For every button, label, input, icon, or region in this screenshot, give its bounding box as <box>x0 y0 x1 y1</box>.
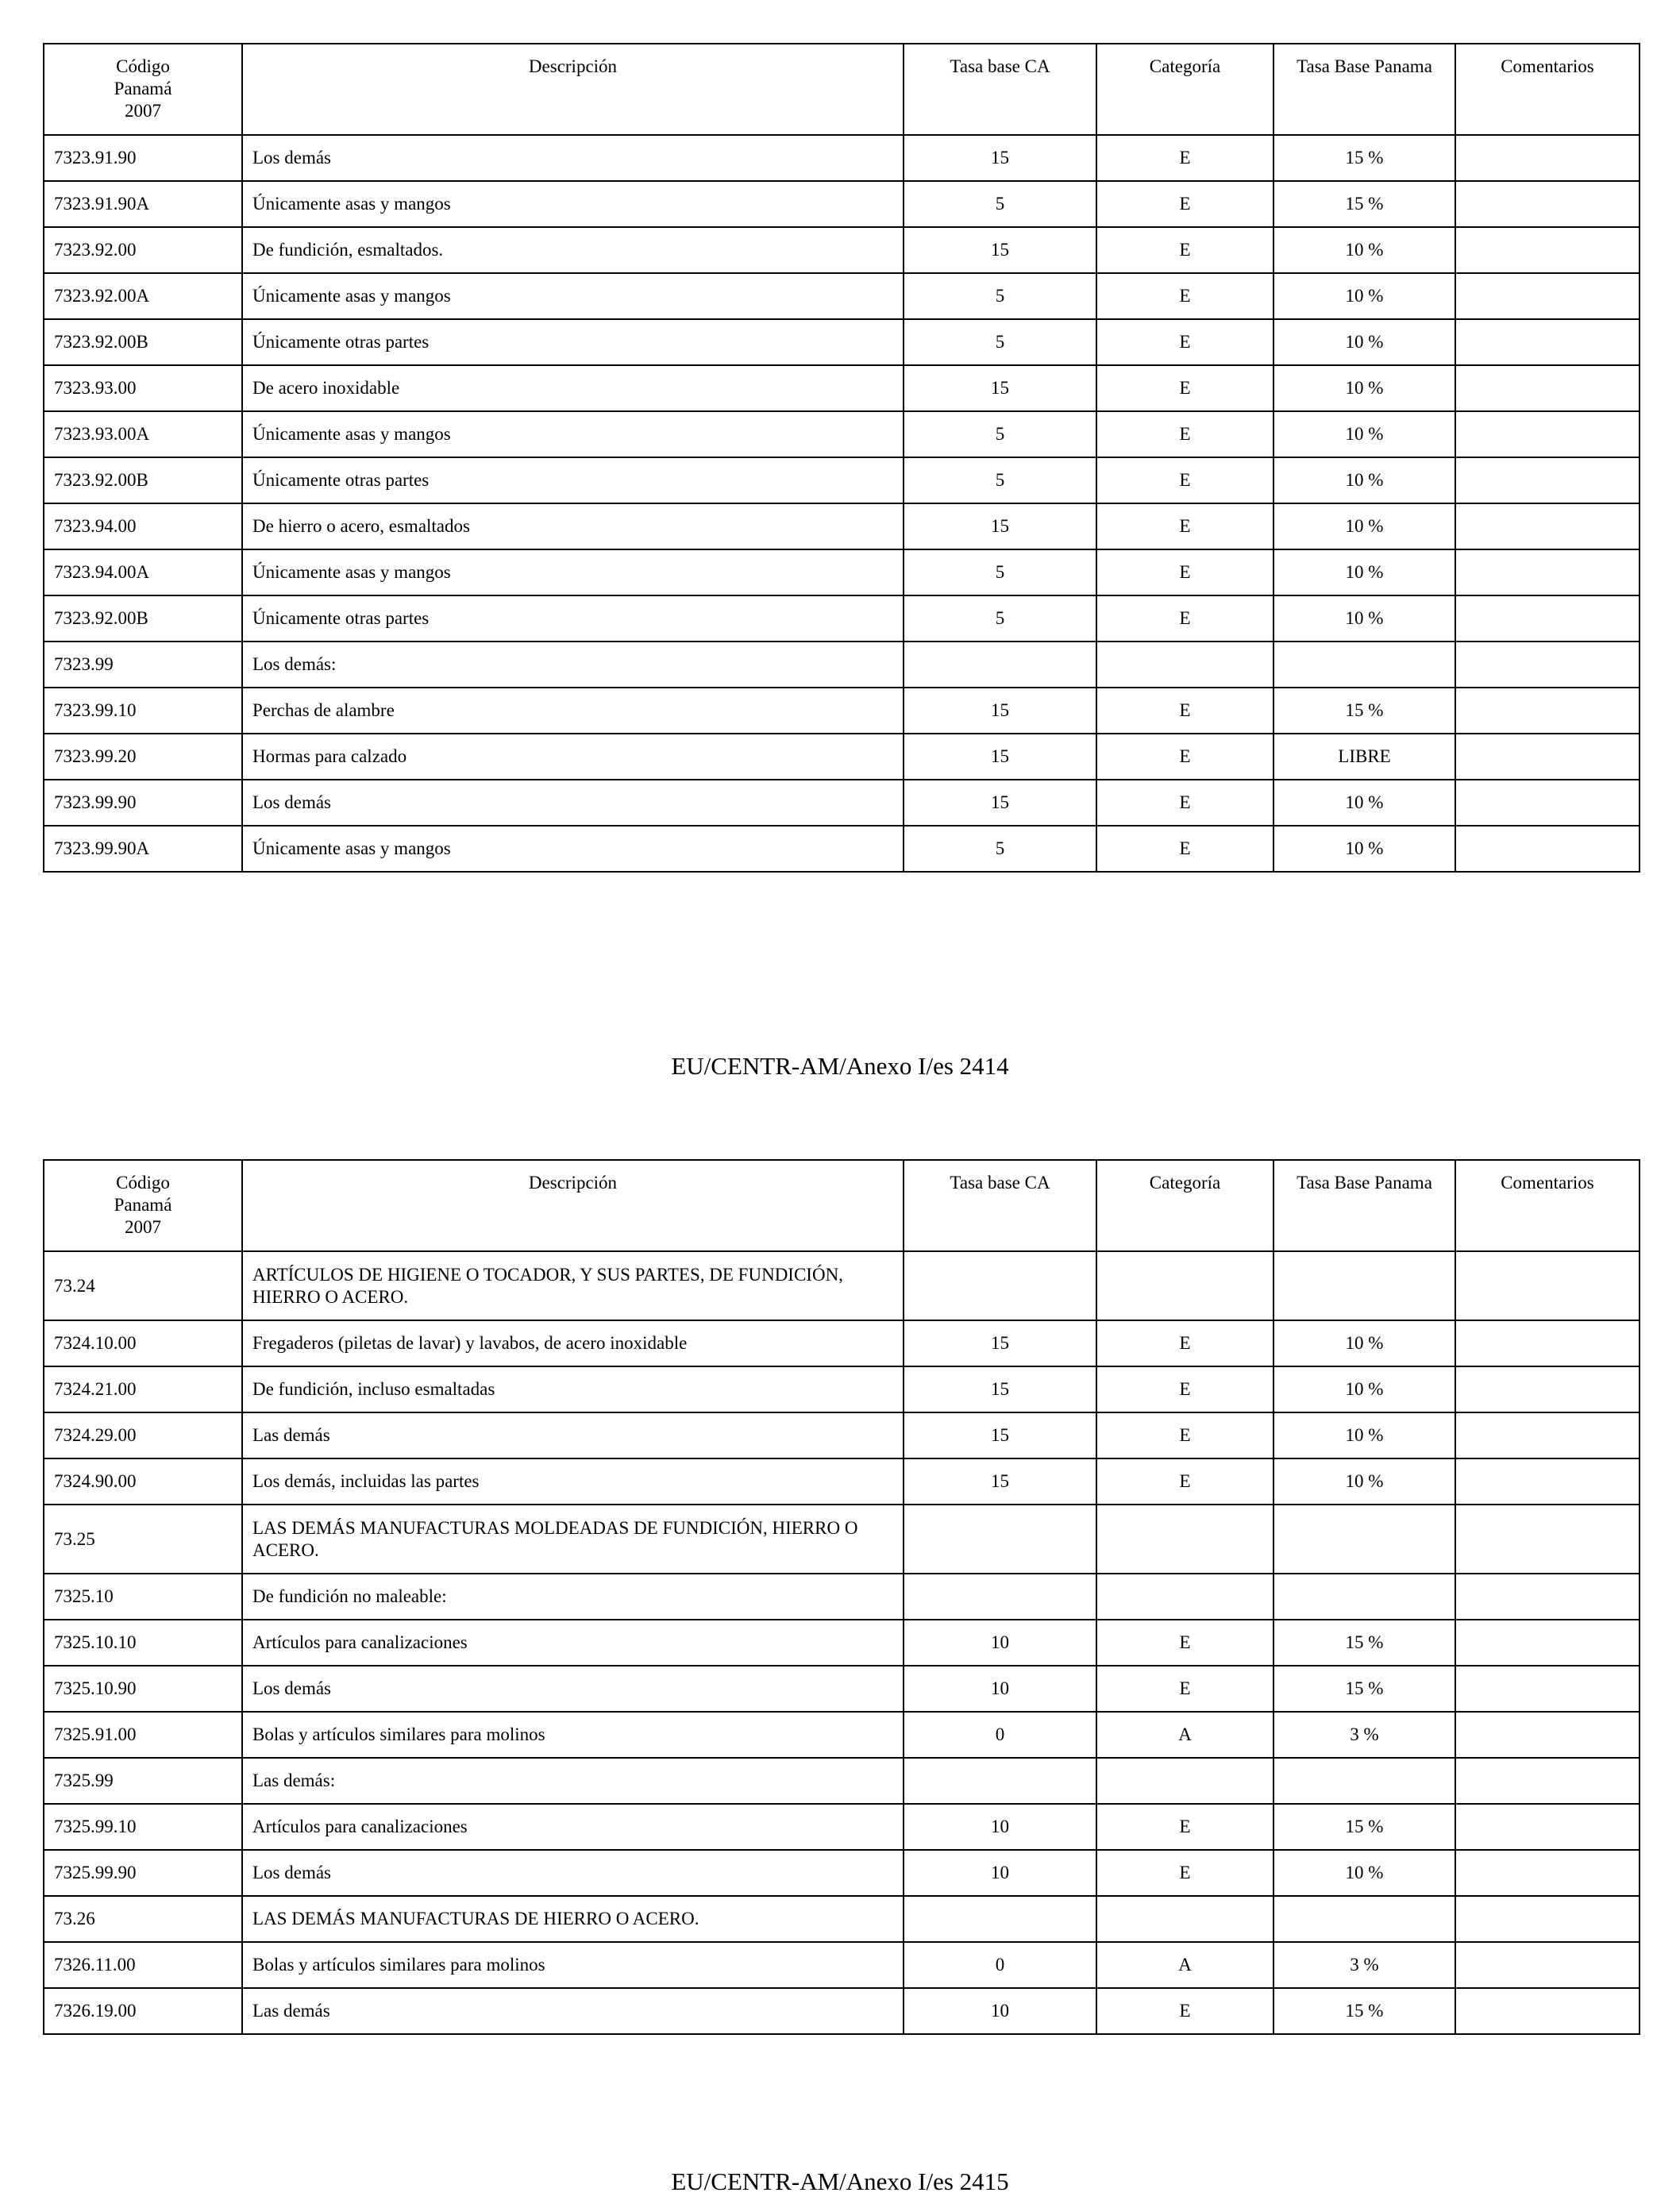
cell-codigo: 7323.91.90 <box>44 135 242 181</box>
cell-tasa-base-ca: 0 <box>904 1942 1096 1988</box>
cell-codigo: 7325.10.90 <box>44 1666 242 1712</box>
cell-tasa-base-panama: LIBRE <box>1273 734 1455 780</box>
cell-tasa-base-panama: 15 % <box>1273 1666 1455 1712</box>
cell-codigo: 7323.99.90A <box>44 826 242 872</box>
cell-descripcion: Únicamente asas y mangos <box>242 411 904 457</box>
cell-comentarios <box>1455 642 1640 688</box>
cell-tasa-base-panama <box>1273 1505 1455 1574</box>
cell-categoria: E <box>1096 780 1273 826</box>
cell-tasa-base-ca: 5 <box>904 549 1096 595</box>
cell-categoria: E <box>1096 1320 1273 1366</box>
cell-descripcion: De fundición no maleable: <box>242 1574 904 1620</box>
cell-codigo: 7325.99.90 <box>44 1850 242 1896</box>
table-row <box>44 273 1640 319</box>
cell-codigo: 7323.99.20 <box>44 734 242 780</box>
cell-descripcion: ARTÍCULOS DE HIGIENE O TOCADOR, Y SUS PARTES, DE FUNDICIÓN, HIERRO O ACERO. <box>242 1251 904 1320</box>
cell-comentarios <box>1455 688 1640 734</box>
cell-comentarios <box>1455 135 1640 181</box>
header-codigo: Código Panamá 2007 <box>44 44 242 135</box>
cell-codigo: 7323.93.00 <box>44 365 242 411</box>
table-row <box>44 227 1640 273</box>
cell-tasa-base-panama: 10 % <box>1273 595 1455 642</box>
page-reference: EU/CENTR-AM/Anexo I/es 2414 <box>671 1052 1009 1080</box>
cell-comentarios <box>1455 1505 1640 1574</box>
cell-codigo: 7324.29.00 <box>44 1412 242 1458</box>
cell-tasa-base-ca: 10 <box>904 1988 1096 2034</box>
cell-comentarios <box>1455 1320 1640 1366</box>
cell-categoria: E <box>1096 1458 1273 1505</box>
table-header-row <box>44 44 1640 135</box>
cell-tasa-base-panama: 10 % <box>1273 1366 1455 1412</box>
cell-tasa-base-ca: 5 <box>904 457 1096 503</box>
header-codigo: Código Panamá 2007 <box>44 1160 242 1251</box>
cell-categoria: E <box>1096 503 1273 549</box>
cell-codigo: 7325.91.00 <box>44 1712 242 1758</box>
cell-tasa-base-panama: 15 % <box>1273 1988 1455 2034</box>
cell-codigo: 7323.92.00A <box>44 273 242 319</box>
cell-codigo: 7326.11.00 <box>44 1942 242 1988</box>
cell-codigo: 7325.99 <box>44 1758 242 1804</box>
cell-codigo: 7323.91.90A <box>44 181 242 227</box>
cell-tasa-base-panama: 10 % <box>1273 411 1455 457</box>
cell-categoria <box>1096 642 1273 688</box>
table-row <box>44 1320 1640 1366</box>
cell-tasa-base-ca: 15 <box>904 1366 1096 1412</box>
cell-codigo: 73.24 <box>44 1251 242 1320</box>
cell-tasa-base-panama: 10 % <box>1273 503 1455 549</box>
table-row <box>44 1251 1640 1320</box>
cell-categoria: E <box>1096 1620 1273 1666</box>
cell-categoria: E <box>1096 319 1273 365</box>
cell-tasa-base-ca: 15 <box>904 780 1096 826</box>
header-categoria: Categoría <box>1096 44 1273 135</box>
cell-tasa-base-panama <box>1273 1896 1455 1942</box>
cell-tasa-base-ca <box>904 1758 1096 1804</box>
cell-descripcion: Perchas de alambre <box>242 688 904 734</box>
cell-codigo: 7323.92.00B <box>44 595 242 642</box>
cell-categoria: E <box>1096 411 1273 457</box>
cell-descripcion: Los demás <box>242 780 904 826</box>
cell-codigo: 73.25 <box>44 1505 242 1574</box>
cell-comentarios <box>1455 1620 1640 1666</box>
cell-tasa-base-panama: 15 % <box>1273 688 1455 734</box>
cell-tasa-base-ca <box>904 1251 1096 1320</box>
cell-descripcion: Bolas y artículos similares para molinos <box>242 1712 904 1758</box>
cell-tasa-base-ca <box>904 1505 1096 1574</box>
cell-tasa-base-ca: 15 <box>904 135 1096 181</box>
cell-tasa-base-ca: 15 <box>904 365 1096 411</box>
cell-tasa-base-ca: 15 <box>904 688 1096 734</box>
table-row <box>44 642 1640 688</box>
table-row <box>44 1712 1640 1758</box>
header-descripcion: Descripción <box>242 44 904 135</box>
cell-descripcion: Bolas y artículos similares para molinos <box>242 1942 904 1988</box>
cell-descripcion: Los demás <box>242 1850 904 1896</box>
header-tasa-base-ca: Tasa base CA <box>904 1160 1096 1251</box>
cell-categoria: A <box>1096 1712 1273 1758</box>
cell-descripcion: Las demás <box>242 1412 904 1458</box>
table-row <box>44 135 1640 181</box>
page-reference: EU/CENTR-AM/Anexo I/es 2415 <box>671 2167 1009 2195</box>
header-tasa-base-panama: Tasa Base Panama <box>1273 1160 1455 1251</box>
cell-categoria: E <box>1096 1412 1273 1458</box>
cell-tasa-base-panama: 10 % <box>1273 365 1455 411</box>
cell-descripcion: Hormas para calzado <box>242 734 904 780</box>
cell-tasa-base-ca: 15 <box>904 227 1096 273</box>
cell-descripcion: De hierro o acero, esmaltados <box>242 503 904 549</box>
cell-codigo: 7325.10.10 <box>44 1620 242 1666</box>
cell-codigo: 7323.92.00B <box>44 457 242 503</box>
table-row <box>44 595 1640 642</box>
cell-codigo: 7325.99.10 <box>44 1804 242 1850</box>
tariff-table-2 <box>43 1159 1640 2035</box>
cell-tasa-base-ca: 5 <box>904 411 1096 457</box>
cell-codigo: 7323.94.00A <box>44 549 242 595</box>
cell-comentarios <box>1455 1251 1640 1320</box>
cell-codigo: 7324.90.00 <box>44 1458 242 1505</box>
cell-tasa-base-panama: 15 % <box>1273 1620 1455 1666</box>
cell-categoria <box>1096 1758 1273 1804</box>
cell-descripcion: Las demás: <box>242 1758 904 1804</box>
cell-categoria: E <box>1096 227 1273 273</box>
cell-comentarios <box>1455 273 1640 319</box>
cell-categoria: E <box>1096 273 1273 319</box>
cell-codigo: 7323.92.00B <box>44 319 242 365</box>
cell-codigo: 7323.99 <box>44 642 242 688</box>
cell-tasa-base-ca: 10 <box>904 1804 1096 1850</box>
cell-comentarios <box>1455 1850 1640 1896</box>
table-row <box>44 780 1640 826</box>
cell-tasa-base-panama: 10 % <box>1273 319 1455 365</box>
cell-tasa-base-panama: 15 % <box>1273 1804 1455 1850</box>
cell-tasa-base-ca: 5 <box>904 595 1096 642</box>
table-row <box>44 411 1640 457</box>
cell-descripcion: Únicamente otras partes <box>242 595 904 642</box>
cell-codigo: 7323.93.00A <box>44 411 242 457</box>
cell-descripcion: Los demás: <box>242 642 904 688</box>
cell-descripcion: Únicamente asas y mangos <box>242 826 904 872</box>
cell-categoria: E <box>1096 365 1273 411</box>
cell-tasa-base-panama: 10 % <box>1273 780 1455 826</box>
cell-descripcion: Únicamente asas y mangos <box>242 181 904 227</box>
cell-tasa-base-ca: 5 <box>904 181 1096 227</box>
cell-categoria: E <box>1096 1804 1273 1850</box>
cell-descripcion: Artículos para canalizaciones <box>242 1620 904 1666</box>
cell-tasa-base-ca: 15 <box>904 503 1096 549</box>
table-row <box>44 549 1640 595</box>
cell-tasa-base-panama <box>1273 1758 1455 1804</box>
cell-descripcion: Únicamente asas y mangos <box>242 273 904 319</box>
cell-tasa-base-panama <box>1273 1574 1455 1620</box>
cell-tasa-base-ca: 15 <box>904 1458 1096 1505</box>
cell-comentarios <box>1455 1804 1640 1850</box>
cell-comentarios <box>1455 1366 1640 1412</box>
cell-comentarios <box>1455 826 1640 872</box>
cell-comentarios <box>1455 1942 1640 1988</box>
cell-tasa-base-panama: 10 % <box>1273 227 1455 273</box>
table-row <box>44 688 1640 734</box>
cell-categoria: E <box>1096 1666 1273 1712</box>
header-tasa-base-panama: Tasa Base Panama <box>1273 44 1455 135</box>
table-row <box>44 503 1640 549</box>
cell-comentarios <box>1455 1574 1640 1620</box>
cell-comentarios <box>1455 1458 1640 1505</box>
cell-descripcion: Fregaderos (piletas de lavar) y lavabos, de acero inoxidable <box>242 1320 904 1366</box>
table-row <box>44 1942 1640 1988</box>
cell-tasa-base-panama: 10 % <box>1273 273 1455 319</box>
cell-descripcion: Los demás <box>242 1666 904 1712</box>
cell-comentarios <box>1455 457 1640 503</box>
cell-comentarios <box>1455 365 1640 411</box>
cell-comentarios <box>1455 549 1640 595</box>
cell-codigo: 7323.99.90 <box>44 780 242 826</box>
cell-descripcion: Las demás <box>242 1988 904 2034</box>
cell-descripcion: De fundición, incluso esmaltadas <box>242 1366 904 1412</box>
table-row <box>44 1412 1640 1458</box>
tariff-table-1 <box>43 43 1640 873</box>
cell-categoria: E <box>1096 1988 1273 2034</box>
table-row <box>44 1988 1640 2034</box>
cell-descripcion: Únicamente asas y mangos <box>242 549 904 595</box>
cell-codigo: 7323.94.00 <box>44 503 242 549</box>
table-header-row <box>44 1160 1640 1251</box>
cell-tasa-base-ca <box>904 1574 1096 1620</box>
cell-categoria <box>1096 1251 1273 1320</box>
cell-categoria <box>1096 1896 1273 1942</box>
cell-categoria: E <box>1096 826 1273 872</box>
cell-tasa-base-ca: 10 <box>904 1666 1096 1712</box>
cell-categoria: E <box>1096 549 1273 595</box>
table-row <box>44 181 1640 227</box>
cell-comentarios <box>1455 319 1640 365</box>
cell-tasa-base-panama: 10 % <box>1273 549 1455 595</box>
cell-descripcion: Los demás, incluidas las partes <box>242 1458 904 1505</box>
cell-tasa-base-panama: 10 % <box>1273 1412 1455 1458</box>
cell-tasa-base-ca: 10 <box>904 1620 1096 1666</box>
cell-categoria: A <box>1096 1942 1273 1988</box>
cell-categoria: E <box>1096 595 1273 642</box>
cell-comentarios <box>1455 1896 1640 1942</box>
cell-tasa-base-ca <box>904 1896 1096 1942</box>
cell-comentarios <box>1455 411 1640 457</box>
table-row <box>44 1804 1640 1850</box>
cell-tasa-base-panama: 10 % <box>1273 1458 1455 1505</box>
cell-categoria: E <box>1096 1850 1273 1896</box>
cell-tasa-base-panama <box>1273 642 1455 688</box>
cell-descripcion: Únicamente otras partes <box>242 319 904 365</box>
cell-tasa-base-ca: 5 <box>904 826 1096 872</box>
cell-categoria: E <box>1096 1366 1273 1412</box>
cell-tasa-base-ca: 15 <box>904 1320 1096 1366</box>
cell-categoria <box>1096 1574 1273 1620</box>
header-categoria: Categoría <box>1096 1160 1273 1251</box>
cell-tasa-base-ca: 10 <box>904 1850 1096 1896</box>
table-row <box>44 319 1640 365</box>
cell-categoria: E <box>1096 181 1273 227</box>
table-row <box>44 365 1640 411</box>
cell-descripcion: Los demás <box>242 135 904 181</box>
cell-categoria: E <box>1096 688 1273 734</box>
cell-codigo: 7323.92.00 <box>44 227 242 273</box>
cell-tasa-base-panama: 10 % <box>1273 1320 1455 1366</box>
cell-tasa-base-panama: 10 % <box>1273 826 1455 872</box>
header-tasa-base-ca: Tasa base CA <box>904 44 1096 135</box>
cell-comentarios <box>1455 734 1640 780</box>
cell-tasa-base-ca <box>904 642 1096 688</box>
cell-comentarios <box>1455 780 1640 826</box>
cell-tasa-base-ca: 0 <box>904 1712 1096 1758</box>
cell-descripcion: LAS DEMÁS MANUFACTURAS DE HIERRO O ACERO. <box>242 1896 904 1942</box>
header-comentarios: Comentarios <box>1455 1160 1640 1251</box>
cell-comentarios <box>1455 181 1640 227</box>
table-row <box>44 1458 1640 1505</box>
cell-categoria: E <box>1096 135 1273 181</box>
cell-categoria: E <box>1096 734 1273 780</box>
cell-categoria <box>1096 1505 1273 1574</box>
cell-codigo: 7326.19.00 <box>44 1988 242 2034</box>
table-row <box>44 1574 1640 1620</box>
cell-tasa-base-ca: 5 <box>904 273 1096 319</box>
cell-comentarios <box>1455 1988 1640 2034</box>
cell-descripcion: Artículos para canalizaciones <box>242 1804 904 1850</box>
cell-tasa-base-panama <box>1273 1251 1455 1320</box>
cell-comentarios <box>1455 1758 1640 1804</box>
cell-descripcion: De fundición, esmaltados. <box>242 227 904 273</box>
table-row <box>44 457 1640 503</box>
cell-comentarios <box>1455 1412 1640 1458</box>
cell-categoria: E <box>1096 457 1273 503</box>
cell-tasa-base-ca: 15 <box>904 1412 1096 1458</box>
table-row <box>44 1505 1640 1574</box>
cell-comentarios <box>1455 227 1640 273</box>
table-row <box>44 1366 1640 1412</box>
cell-codigo: 7325.10 <box>44 1574 242 1620</box>
table-row <box>44 1666 1640 1712</box>
table-row <box>44 1896 1640 1942</box>
header-descripcion: Descripción <box>242 1160 904 1251</box>
table-row <box>44 1620 1640 1666</box>
cell-descripcion: LAS DEMÁS MANUFACTURAS MOLDEADAS DE FUNDICIÓN, HIERRO O ACERO. <box>242 1505 904 1574</box>
cell-codigo: 7324.10.00 <box>44 1320 242 1366</box>
cell-comentarios <box>1455 595 1640 642</box>
cell-tasa-base-panama: 10 % <box>1273 457 1455 503</box>
cell-comentarios <box>1455 1712 1640 1758</box>
cell-tasa-base-panama: 15 % <box>1273 181 1455 227</box>
cell-descripcion: De acero inoxidable <box>242 365 904 411</box>
cell-codigo: 7323.99.10 <box>44 688 242 734</box>
cell-tasa-base-ca: 15 <box>904 734 1096 780</box>
table-row <box>44 734 1640 780</box>
table-row <box>44 1758 1640 1804</box>
cell-tasa-base-ca: 5 <box>904 319 1096 365</box>
cell-tasa-base-panama: 10 % <box>1273 1850 1455 1896</box>
cell-tasa-base-panama: 3 % <box>1273 1712 1455 1758</box>
table-row <box>44 826 1640 872</box>
cell-comentarios <box>1455 1666 1640 1712</box>
cell-tasa-base-panama: 3 % <box>1273 1942 1455 1988</box>
header-comentarios: Comentarios <box>1455 44 1640 135</box>
cell-codigo: 7324.21.00 <box>44 1366 242 1412</box>
cell-comentarios <box>1455 503 1640 549</box>
cell-tasa-base-panama: 15 % <box>1273 135 1455 181</box>
cell-codigo: 73.26 <box>44 1896 242 1942</box>
cell-descripcion: Únicamente otras partes <box>242 457 904 503</box>
table-row <box>44 1850 1640 1896</box>
